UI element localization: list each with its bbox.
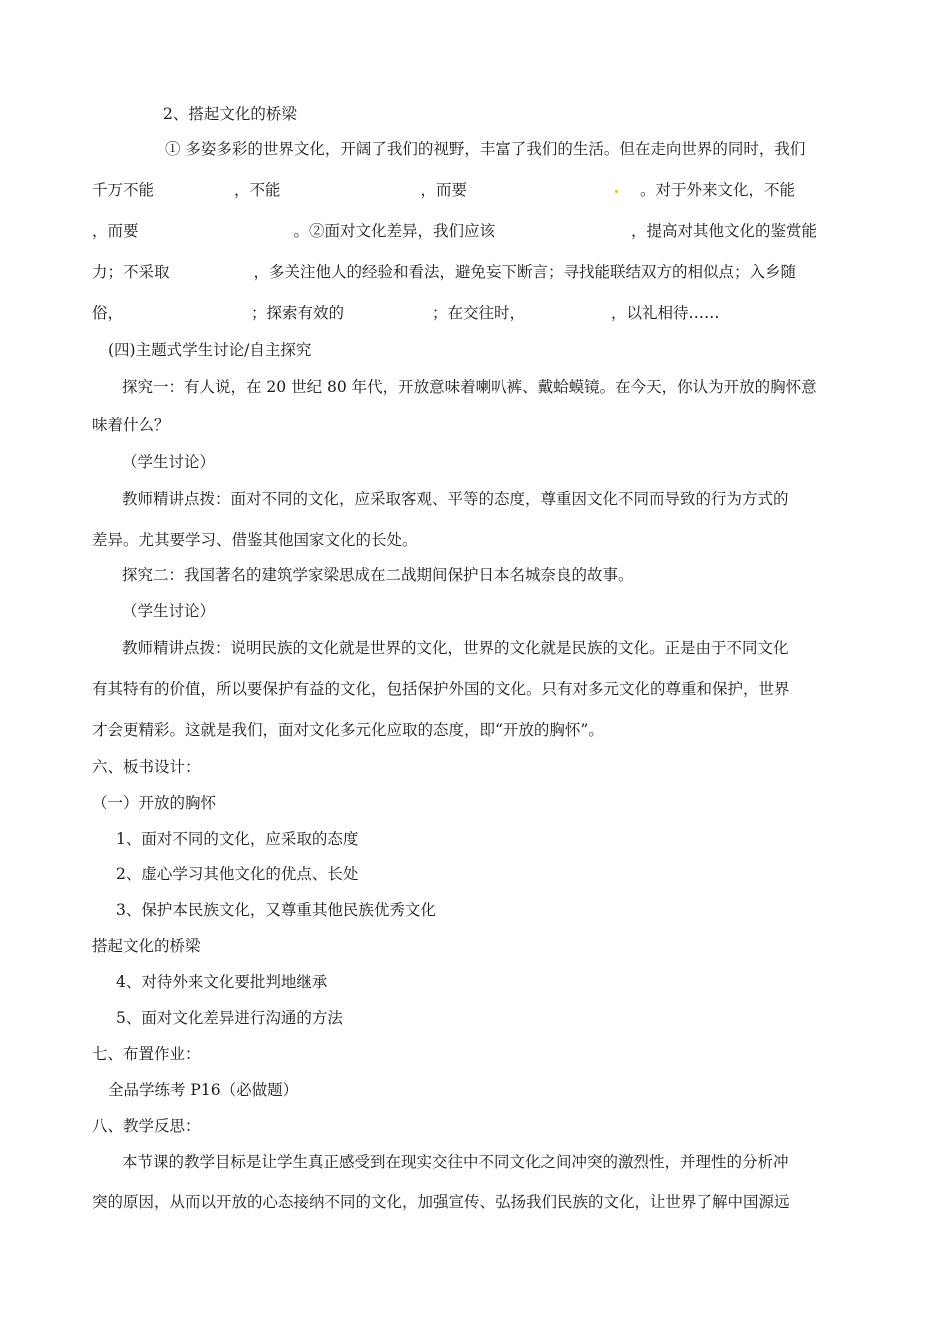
paragraph-line: 探究二：我国著名的建筑学家梁思成在二战期间保护日本名城奈良的故事。 <box>122 566 634 584</box>
fill-blank-line <box>92 303 720 323</box>
fill-blank-line <box>92 180 795 200</box>
board-item: 3、保护本民族文化，又尊重其他民族优秀文化 <box>116 901 436 919</box>
text-segment: 。对于外来文化，不能 <box>640 181 796 199</box>
fill-blank-line <box>92 262 796 282</box>
paragraph-line: ① 多姿多彩的世界文化，开阔了我们的视野，丰富了我们的生活。但在走向世界的同时，我们 <box>165 140 806 158</box>
text-segment: ，多关注他人的经验和看法，避免妄下断言；寻找能联结双方的相似点；入乡随 <box>253 263 797 281</box>
paragraph-line: 味着什么？ <box>92 416 170 434</box>
text-segment: ，而要 <box>420 181 468 199</box>
paragraph-line: 有其特有的价值，所以要保护有益的文化，包括保护外国的文化。只有对多元文化的尊重和保护，世界 <box>92 680 790 698</box>
section-heading: (四)主题式学生讨论/自主探究 <box>108 341 312 359</box>
homework-item: 全品学练考 P16（必做题） <box>108 1081 299 1099</box>
discussion-note: （学生讨论） <box>122 453 216 471</box>
board-item: 5、面对文化差异进行沟通的方法 <box>116 1009 343 1027</box>
text-segment: 力；不采取 <box>92 263 170 281</box>
paragraph-line: 才会更精彩。这就是我们，面对文化多元化应取的态度，即“开放的胸怀”。 <box>92 721 604 739</box>
section-heading: 2、搭起文化的桥梁 <box>163 105 297 123</box>
text-segment: ；在交往时， <box>432 304 526 322</box>
section-heading: 七、布置作业： <box>92 1045 201 1063</box>
text-segment: 千万不能 <box>92 181 155 199</box>
text-segment: ，不能 <box>234 181 281 199</box>
text-segment: ，提高对其他文化的鉴赏能 <box>631 222 818 240</box>
board-heading: 搭起文化的桥梁 <box>92 937 201 955</box>
paragraph-line: 教师精讲点拨：说明民族的文化就是世界的文化，世界的文化就是民族的文化。正是由于不同文化 <box>122 639 789 657</box>
text-segment: 。②面对文化差异，我们应该 <box>293 222 496 240</box>
board-heading: （一）开放的胸怀 <box>92 794 217 812</box>
paragraph-line: 教师精讲点拨：面对不同的文化，应采取客观、平等的态度，尊重因文化不同而导致的行为方式的 <box>122 490 789 508</box>
paragraph-line: 本节课的教学目标是让学生真正感受到在现实交往中不同文化之间冲突的激烈性，并理性的分析冲 <box>122 1153 789 1171</box>
section-heading: 八、教学反思： <box>92 1117 201 1135</box>
board-item: 1、面对不同的文化，应采取的态度 <box>116 830 359 848</box>
paragraph-line: 探究一：有人说，在 20 世纪 80 年代，开放意味着喇叭裤、戴蛤蟆镜。在今天，你认为开放的胸怀意 <box>122 378 817 396</box>
text-segment: 俗， <box>92 304 124 322</box>
discussion-note: （学生讨论） <box>122 602 216 620</box>
board-item: 2、虚心学习其他文化的优点、长处 <box>116 865 359 883</box>
text-segment: ，以礼相待…… <box>611 304 720 322</box>
section-heading: 六、板书设计： <box>92 758 201 776</box>
paragraph-line: 突的原因，从而以开放的心态接纳不同的文化，加强宣传、弘扬我们民族的文化，让世界了解中国源远 <box>92 1193 790 1211</box>
text-segment: ；探索有效的 <box>251 304 345 322</box>
paragraph-line: 差异。尤其要学习、借鉴其他国家文化的长处。 <box>92 531 418 549</box>
text-segment: ，而要 <box>92 222 139 240</box>
fill-blank-line <box>92 221 817 241</box>
mark-dot <box>615 190 618 193</box>
board-item: 4、对待外来文化要批判地继承 <box>116 973 328 991</box>
